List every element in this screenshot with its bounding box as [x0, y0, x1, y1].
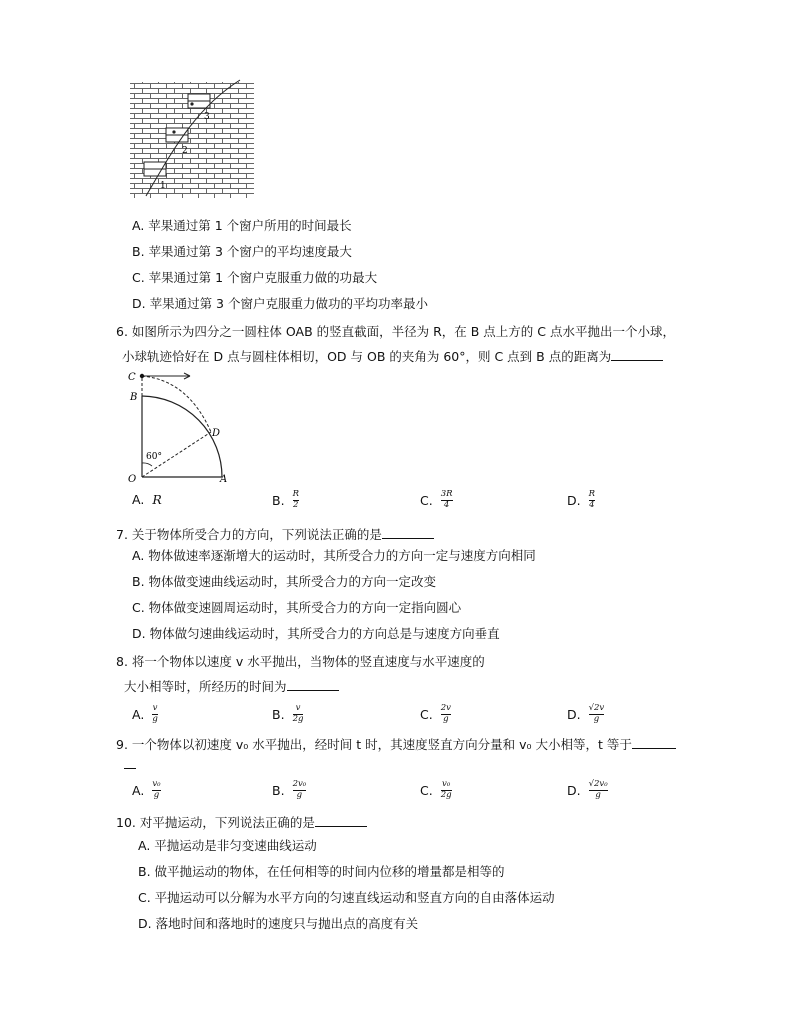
- q6-stem-line1: [116, 324, 675, 340]
- q10-stem: 10. 对平抛运动，下列说法正确的是: [116, 814, 367, 831]
- fraction: $\frac{R}{4}$: [588, 489, 596, 510]
- q10-option-a: A. 平抛运动是非匀变速曲线运动: [138, 838, 317, 853]
- q5-option-c: C. 苹果通过第 1 个窗户克服重力做的功最大: [132, 270, 378, 285]
- fraction: $\frac{\text{v₀}}{2g}$: [440, 779, 452, 800]
- fraction: $\frac{3R}{4}$: [440, 489, 453, 510]
- fraction: $\frac{\text{2v₀}}{g}$: [292, 779, 307, 800]
- point-label-d: D: [212, 428, 221, 439]
- answer-blank[interactable]: [315, 814, 367, 827]
- quarter-cylinder-figure: [124, 366, 234, 486]
- q9-option-b: B. $\frac{\text{2v₀}}{g}$: [272, 779, 307, 800]
- answer-blank[interactable]: [287, 678, 339, 691]
- q7-stem: 7. 关于物体所受合力的方向，下列说法正确的是: [116, 526, 434, 543]
- q6-stem-text-1: 如图所示为四分之一圆柱体 OAB 的竖直截面，半径为 R，在 B 点上方的 C 点水平抛出一个小球，: [131, 324, 675, 339]
- q8-option-b: B. $\frac{v}{2g}$: [272, 703, 304, 724]
- q5-option-b: B. 苹果通过第 3 个窗户的平均速度最大: [132, 244, 352, 259]
- q6-option-b: B. $\frac{R}{2}$: [272, 489, 299, 510]
- answer-blank[interactable]: [632, 736, 676, 749]
- q5-option-d: D. 苹果通过第 3 个窗户克服重力做功的平均功率最小: [132, 296, 428, 311]
- point-label-a: A: [220, 474, 228, 485]
- q10-option-d: D. 落地时间和落地时的速度只与抛出点的高度有关: [138, 916, 419, 931]
- q7-option-a: A. 物体做速率逐渐增大的运动时，其所受合力的方向一定与速度方向相同: [132, 548, 536, 563]
- window-label-2: 2: [182, 146, 188, 156]
- q8-option-a: A. $\frac{v}{g}$: [132, 703, 158, 724]
- q6-option-c: C. $\frac{3R}{4}$: [420, 489, 453, 510]
- brick-wall-figure: [126, 78, 258, 202]
- point-label-b: B: [130, 392, 138, 403]
- window-label-1: 1: [160, 181, 166, 191]
- fraction: $\frac{√2v}{g}$: [588, 703, 605, 724]
- q9-option-c: C. $\frac{\text{v₀}}{2g}$: [420, 779, 452, 800]
- point-label-o: O: [128, 474, 137, 485]
- q7-option-d: D. 物体做匀速曲线运动时，其所受合力的方向总是与速度方向垂直: [132, 626, 500, 641]
- q10-option-c: C. 平抛运动可以分解为水平方向的匀速直线运动和竖直方向的自由落体运动: [138, 890, 555, 905]
- angle-label: 60°: [146, 452, 162, 462]
- answer-blank-continued[interactable]: [124, 768, 136, 769]
- fraction: $\frac{\text{√2v₀}}{g}$: [588, 779, 608, 800]
- answer-blank[interactable]: [382, 526, 434, 539]
- fraction: $\frac{\text{v₀}}{g}$: [152, 779, 161, 800]
- q6-option-a: A. R: [132, 492, 162, 507]
- q7-option-c: C. 物体做变速圆周运动时，其所受合力的方向一定指向圆心: [132, 600, 462, 615]
- q6-option-d: D. $\frac{R}{4}$: [567, 489, 596, 510]
- q8-option-c: C. $\frac{2v}{g}$: [420, 703, 451, 724]
- q8-option-d: D. $\frac{√2v}{g}$: [567, 703, 605, 724]
- q7-option-b: B. 物体做变速曲线运动时，其所受合力的方向一定改变: [132, 574, 437, 589]
- point-label-c: C: [128, 372, 136, 383]
- q6-stem-line2: [122, 348, 663, 365]
- fraction: $\frac{2v}{g}$: [440, 703, 451, 724]
- fraction: $\frac{R}{2}$: [292, 489, 299, 510]
- q9-option-a: A. $\frac{\text{v₀}}{g}$: [132, 779, 161, 800]
- window-label-3: 3: [204, 112, 210, 122]
- q6-stem-text-2: 小球轨迹恰好在 D 点与圆柱体相切，OD 与 OB 的夹角为 60°，则 C 点到 B 点的距离为: [122, 349, 612, 364]
- q8-stem-line1: 8. 将一个物体以速度 v 水平抛出，当物体的竖直速度与水平速度的: [116, 654, 485, 669]
- q9-stem: 9. 一个物体以初速度 v₀ 水平抛出，经时间 t 时，其速度竖直方向分量和 v₀ 大小相等，t 等于: [116, 736, 676, 753]
- q5-option-a: A. 苹果通过第 1 个窗户所用的时间最长: [132, 218, 352, 233]
- q10-option-b: B. 做平抛运动的物体，在任何相等的时间内位移的增量都是相等的: [138, 864, 505, 879]
- fraction: $\frac{v}{2g}$: [292, 703, 304, 724]
- q8-stem-line2: 大小相等时，所经历的时间为: [124, 678, 339, 695]
- fraction: $\frac{v}{g}$: [152, 703, 158, 724]
- q6-number: 6.: [116, 324, 128, 339]
- answer-blank[interactable]: [611, 348, 663, 361]
- q9-option-d: D. $\frac{\text{√2v₀}}{g}$: [567, 779, 608, 800]
